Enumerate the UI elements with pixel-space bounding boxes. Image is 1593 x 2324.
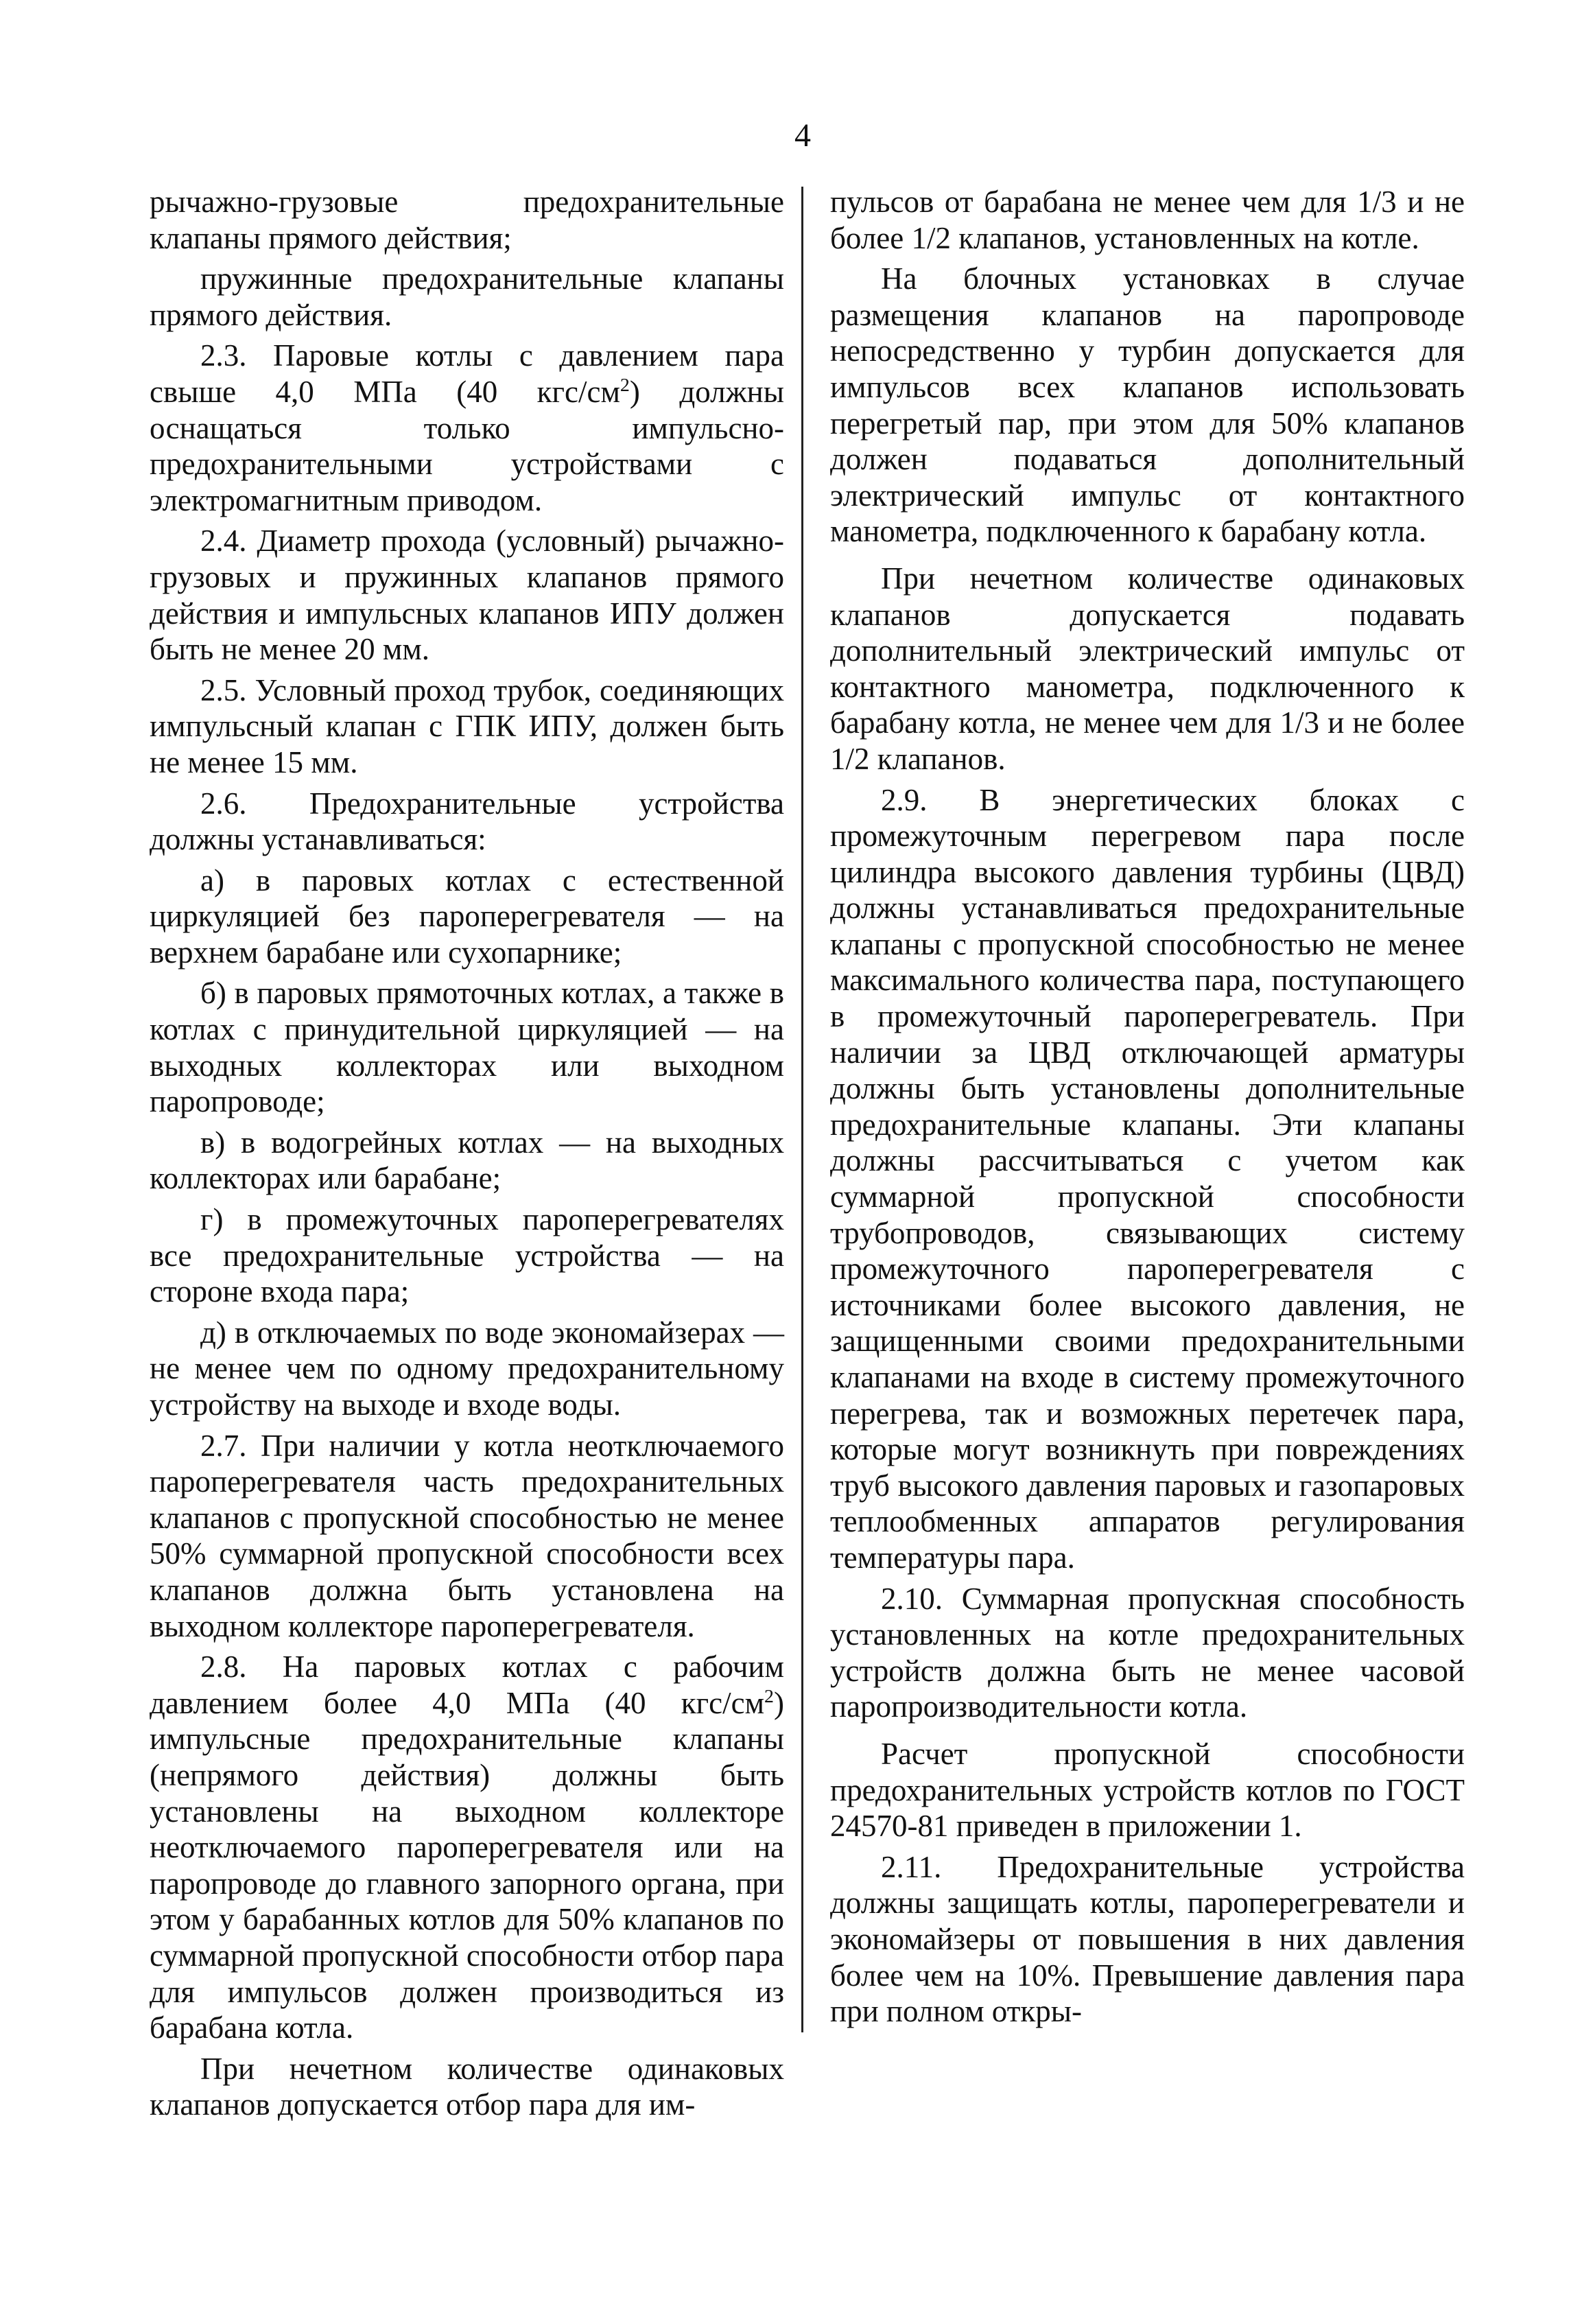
paragraph-text: 2.3. Паровые котлы с давлением пара свыше 4,0 МПа (40 кгс/см	[150, 338, 784, 409]
paragraph: г) в промежуточных пароперегревателях все предохранительные устройства — на стороне входа пара;	[150, 1202, 784, 1309]
paragraph: 2.4. Диаметр прохода (условный) рычажно-грузовых и пружинных клапанов прямого действия и импульсных клапанов ИПУ должен быть не менее 20 мм.	[150, 524, 784, 667]
paragraph	[150, 1649, 784, 2046]
paragraph: На блочных установках в случае размещения клапанов на паропроводе непосредственно у турбин допускается для импульсов всех клапанов использовать перегретый пар, при этом для 50% клапанов должен подаваться дополнительный электрический импульс от контактного манометра, подключенного к барабану котла.	[830, 261, 1465, 549]
paragraph: пульсов от барабана не менее чем для 1/3 и не более 1/2 клапанов, установленных на котле.	[830, 185, 1465, 255]
paragraph	[150, 338, 784, 518]
left-column	[150, 184, 784, 2128]
paragraph-text: ) должны оснащаться только импульсно-предохранительными устройствами с электромагнитным приводом.	[150, 374, 784, 517]
paragraph: рычажно-грузовые предохранительные клапаны прямого действия;	[150, 185, 784, 255]
superscript: 2	[764, 1685, 774, 1707]
paragraph: Расчет пропускной способности предохранительных устройств котлов по ГОСТ 24570-81 приведен в приложении 1.	[830, 1736, 1465, 1844]
superscript: 2	[620, 374, 630, 396]
paragraph: а) в паровых котлах с естественной циркуляцией без пароперегревателя — на верхнем барабане или сухопарнике;	[150, 862, 784, 970]
paragraph: пружинные предохранительные клапаны прямого действия.	[150, 261, 784, 332]
paragraph: При нечетном количестве одинаковых клапанов допускается подавать дополнительный электрический импульс от контактного манометра, подключенного к барабану котла, не менее чем для 1/3 и не более 1/2 клапанов.	[830, 561, 1465, 776]
paragraph: д) в отключаемых по воде экономайзерах — не менее чем по одному предохранительному устройству на выходе и входе воды.	[150, 1315, 784, 1422]
paragraph: 2.6. Предохранительные устройства должны устанавливаться:	[150, 786, 784, 857]
paragraph: 2.5. Условный проход трубок, соединяющих импульсный клапан с ГПК ИПУ, должен быть не менее 15 мм.	[150, 672, 784, 779]
paragraph: 2.10. Суммарная пропускная способность установленных на котле предохранительных устройств должна быть не менее часовой паропроизводительности котла.	[830, 1581, 1465, 1724]
paragraph: б) в паровых прямоточных котлах, а также в котлах с принудительной циркуляцией — на выходных коллекторах или выходном паропроводе;	[150, 976, 784, 1119]
paragraph-text: ) импульсные предохранительные клапаны (непрямого действия) должны быть установлены на выходном коллекторе неотключаемого пароперегревателя или на паропроводе до главного запорного органа, при этом у барабанных котлов для 50% клапанов по суммарной пропускной способности отбор пара для импульсов должен производиться из барабана котла.	[150, 1685, 784, 2045]
paragraph-text: 2.8. На паровых котлах с рабочим давлением более 4,0 МПа (40 кгс/см	[150, 1650, 784, 1720]
column-divider	[801, 187, 803, 2032]
paragraph: в) в водогрейных котлах — на выходных коллекторах или барабане;	[150, 1125, 784, 1196]
paragraph: 2.9. В энергетических блоках с промежуточным перегревом пара после цилиндра высокого давления турбины (ЦВД) должны устанавливаться предохранительные клапаны с пропускной способностью не менее максимального количества пара, поступающего в промежуточный пароперегреватель. При наличии за ЦВД отключающей арматуры должны быть установлены дополнительные предохранительные клапаны. Эти клапаны должны рассчитываться с учетом как суммарной пропускной способности трубопроводов, связывающих систему промежуточного пароперегревателя с источниками более высокого давления, не защищенными своими предохранительными клапанами на входе в систему промежуточного перегрева, так и возможных перетечек пара, которые могут возникнуть при повреждениях труб высокого давления паровых и газопаровых теплообменных аппаратов регулирования температуры пара.	[830, 782, 1465, 1575]
paragraph: При нечетном количестве одинаковых клапанов допускается отбор пара для им-	[150, 2051, 784, 2122]
page-number: 4	[794, 117, 811, 154]
right-column	[830, 184, 1465, 2034]
paragraph: 2.7. При наличии у котла неотключаемого пароперегревателя часть предохранительных клапанов с пропускной способностью не менее 50% суммарной пропускной способности всех клапанов должна быть установлена на выходном коллекторе пароперегревателя.	[150, 1428, 784, 1643]
paragraph: 2.11. Предохранительные устройства должны защищать котлы, пароперегреватели и экономайзеры от повышения в них давления более чем на 10%. Превышение давления пара при полном откры-	[830, 1849, 1465, 2029]
